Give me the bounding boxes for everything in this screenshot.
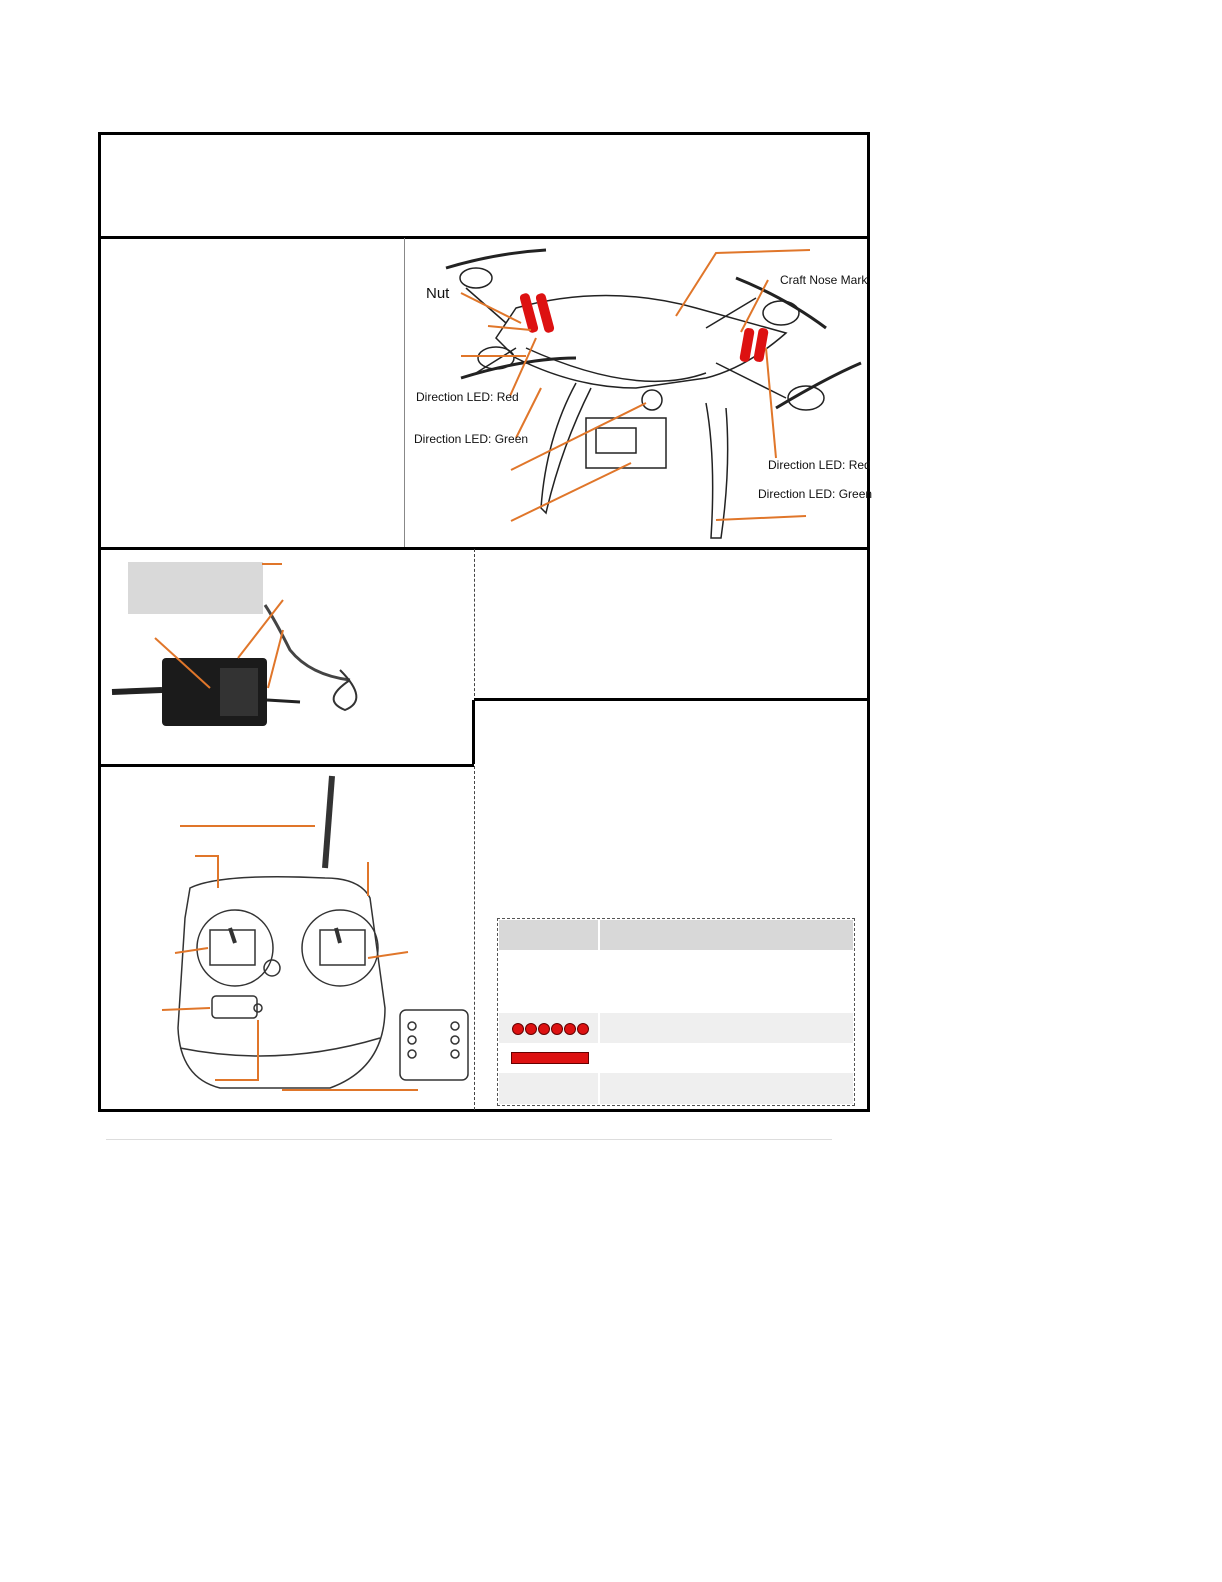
table-column-divider <box>598 919 600 1105</box>
charger-divider <box>474 549 475 701</box>
six-red-dots-icon <box>511 1021 591 1037</box>
table-row <box>499 1043 853 1073</box>
charger-box-edge <box>472 700 475 764</box>
remote-controller-illustration <box>100 768 472 1110</box>
direction-led-green-left-label: Direction LED: Green <box>414 432 529 446</box>
solid-red-bar-icon <box>511 1052 589 1064</box>
table-row <box>499 1013 853 1043</box>
direction-led-green-right-label: Direction LED: Green <box>758 487 873 501</box>
remote-divider <box>474 766 475 1110</box>
direction-led-red-left-label: Direction LED: Red <box>416 390 519 404</box>
charger-bottom <box>98 764 474 767</box>
nut-label: Nut <box>426 285 450 302</box>
craft-nose-mark-label: Craft Nose Mark <box>780 273 868 287</box>
battery-charger-photo <box>100 550 472 762</box>
section-divider <box>404 238 405 548</box>
led-status-table <box>497 918 855 1106</box>
direction-led-red-right-label: Direction LED: Red <box>768 458 871 472</box>
footer-rule <box>106 1139 832 1140</box>
table-row <box>499 951 853 1013</box>
table-row <box>499 1073 853 1104</box>
led-section-divider <box>474 698 870 701</box>
table-header-row <box>499 920 853 950</box>
